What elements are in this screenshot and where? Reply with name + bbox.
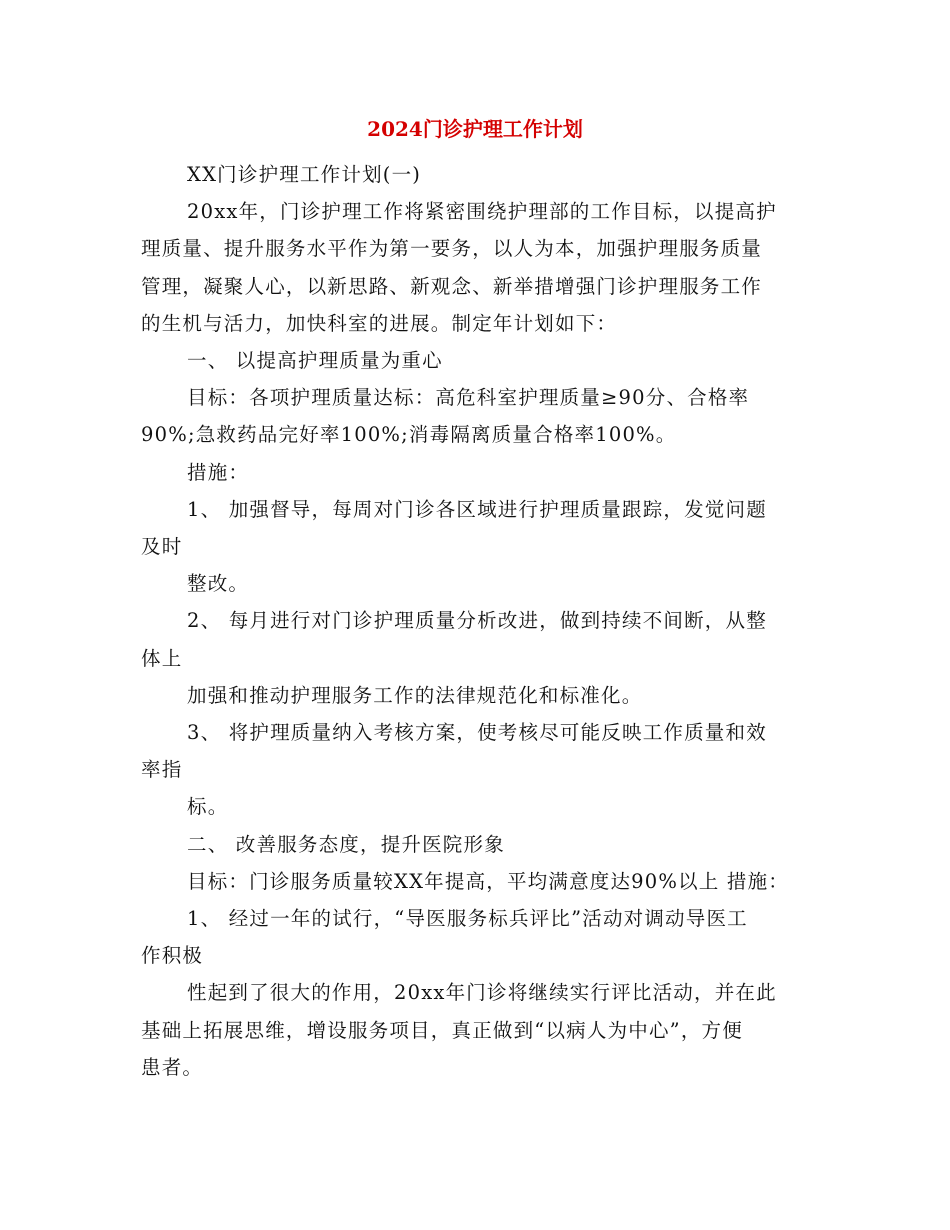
text-line: 3、 将护理质量纳入考核方案，使考核尽可能反映工作质量和效 (187, 721, 767, 745)
text-line: 目标：门诊服务质量较XX年提高，平均满意度达90%以上 措施： (187, 869, 790, 893)
document-title: 2024门诊护理工作计划 (367, 117, 583, 141)
text-line: 一、 以提高护理质量为重心 (187, 349, 443, 373)
text-line: 患者。 (141, 1055, 204, 1079)
text-line: 20xx年，门诊护理工作将紧密围绕护理部的工作目标，以提高护 (187, 200, 777, 224)
text-line: 理质量、提升服务水平作为第一要务，以人为本，加强护理服务质量 (141, 237, 763, 261)
text-line: 作积极 (141, 944, 204, 968)
text-line: 管理，凝聚人心，以新思路、新观念、新举措增强门诊护理服务工作 (141, 274, 763, 298)
text-line: 2、 每月进行对门诊护理质量分析改进，做到持续不间断，从整 (187, 609, 767, 633)
text-line: 加强和推动护理服务工作的法律规范化和标准化。 (187, 683, 643, 707)
document-body (141, 156, 811, 1086)
text-line: 体上 (141, 646, 183, 670)
text-line: 1、 经过一年的试行，“导医服务标兵评比”活动对调动导医工 (187, 907, 748, 931)
text-line: 及时 (141, 535, 183, 559)
text-line: 90%;急救药品完好率100%;消毒隔离质量合格率100%。 (141, 423, 677, 447)
text-line: 性起到了很大的作用，20xx年门诊将继续实行评比活动，并在此 (187, 981, 777, 1005)
text-line: 标。 (187, 795, 229, 819)
text-line: 的生机与活力，加快科室的进展。制定年计划如下： (141, 311, 618, 335)
text-line: 目标：各项护理质量达标：高危科室护理质量≥90分、合格率 (187, 386, 750, 410)
text-line: XX门诊护理工作计划(一) (187, 163, 422, 186)
text-line: 二、 改善服务态度，提升医院形象 (187, 832, 505, 856)
text-line: 率指 (141, 758, 183, 782)
text-line: 1、 加强督导，每周对门诊各区域进行护理质量跟踪，发觉问题 (187, 497, 767, 521)
text-line: 整改。 (187, 572, 250, 596)
text-line: 措施： (187, 460, 250, 484)
text-line: 基础上拓展思维，增设服务项目，真正做到“以病人为中心”，方便 (141, 1018, 743, 1042)
